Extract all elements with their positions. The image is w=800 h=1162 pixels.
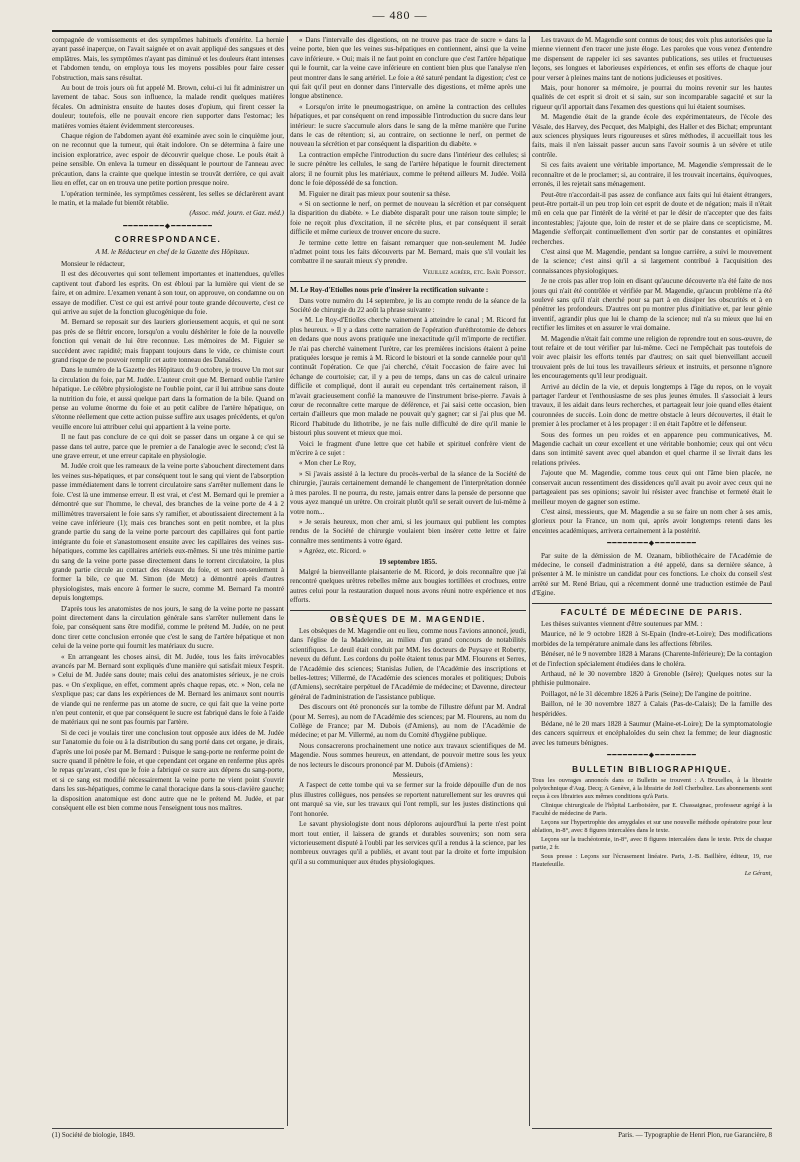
paragraph: Des discours ont été prononcés sur la tombe de l'illustre défunt par M. Andral (pour M. Serres), au nom de l'Académie des sciences; par M. Flourens, au nom du Collège de France; par M. Dubois (d'Amiens), au nom de l'Académie de médecine; et par M. Villermé, au nom du Comité d'hygiène publique. [290,703,526,740]
paragraph: M. Judée croit que les rameaux de la veine porte s'abouchent directement dans les veines sus-hépatiques, et par conséquent tout le sang qui vient de l'absorption passe immédiatement dans le torrent circulatoire sans s'arrêter nullement dans le foie. C'est là une immense erreur. Il est vrai, et c'est M. Bernard qui le premier a démontré que sur l'homme, le cheval, des branches de la veine porte de 4 à 2 millimètres traversaient le foie sans s'y ramifier, et aboutissaient directement à la veine cave inférieure (1); mais ces branches sont en petit nombre, et la plus grande partie du sang de la veine porte parcourt des capillaires qui font partie intégrante du foie et s'anastomosent ensuite avec les capillaires des veines sus-hépatiques, comme les capillaires artériels eux-mêmes. Si une très minime partie du sang de la veine porte passe directement dans le torrent circulatoire, la plus grande partie circule au contact des réseaux du foie, et sert non-seulement à former la bile, ce que M. Simon (de Metz) a démontré après d'autres physiologistes, mais encore à former le sucre, comme M. Bernard l'a montré depuis longtemps. [52,462,284,603]
footnote: (1) Société de biologie, 1849. [52,1128,284,1139]
paragraph: « Si on sectionne le nerf, on permet de nouveau la sécrétion et par conséquent la disparition du diabète. » Le diabète disparaît pour une raison toute simple; le foie ne reçoit plus d'excitation, il ne sécrète plus, et par conséquent il serait difficile et même curieux de trouver encore du sucre. [290,199,526,237]
paragraph: Malgré la bienveillante plaisanterie de M. Ricord, je dois reconnaître que j'ai rencontré quelques urètres rebelles même aux bougies tortillées et crochues, entre autres celui pour la restauration duquel nous avons réuni notre expérience et nos efforts. [290,567,526,605]
paragraph: Si de ceci je voulais tirer une conclusion tout opposée aux idées de M. Judée sur l'anatomie du foie ou à la distribution du sang porté dans cet organe, je dirais, d'après une loi posée par M. Bernard : Puisque le sang-porte ne renferme point de sucre quand il pénètre le foie, et que cependant cet organe en renferme plus après le repas qu'avant, c'est que le foie a fabriqué ce sucre aux dépens du sang-porte, et si ce sang est modifié nécessairement la veine porte ne vient point s'ouvrir dans les sus-hépatiques, comme le canal thoracique dans la sous-clavière gauche; la disposition anatomique est donc autre que ne le prétend M. Judée, et par conséquent elle est bien comme nous l'enseignent tous nos maîtres. [52,728,284,813]
speech-salutation: Messieurs, [392,771,424,780]
paragraph: Par suite de la démission de M. Ozanam, bibliothécaire de l'Académie de médecine, le conseil d'administration a été appelé, dans sa dernière séance, à présenter à M. le ministre un candidat pour ces fonctions. Le choix du conseil s'est arrêté sur M. René Briau, qui a récemment donné une traduction estimée de Paul d'Egine. [532,551,772,598]
bulletin-entry: Leçons sur la trachéotomie, in-8°, avec 8 figures intercalées dans le texte. Prix de chaque partie, 2 fr. [532,836,772,852]
paragraph: Peut-être n'accordait-il pas assez de confiance aux faits qui lui étaient étrangers, peut-être portait-il un peu trop loin cet esprit de doute et de négation; mais il n'était mû en cela que par l'intérêt de la vérité et par le désir de n'accepter que des faits incontestables; j'ajoute que, loin de rester et de se plaire dans ce scepticisme, M. Magendie s'efforçait continuellement d'en sortir par de constantes et opiniâtres recherches. [532,190,772,246]
paragraph: « Lorsqu'on irrite le pneumogastrique, on amène la contraction des cellules hépatiques, et par conséquent on rend impossible l'introduction du sucre dans leur intérieur: le sucre s'accumule alors dans le sang de la même manière que l'urine dans le cas de rétention; si, au contraire, on sectionne le nerf, on permet de nouveau la sécrétion et par conséquent la disparition du diabète. » [290,102,526,149]
paragraph: compagnée de vomissements et des symptômes habituels d'entérite. La hernie ayant passé inaperçue, on l'avait saignée et on avait appliqué des sangsues et des emplâtres. Mais, les symptômes n'ayant pas diminué et les douleurs étant intenses et l'abdomen tendu, on employa tous les moyens possibles pour faire cesser l'obstruction, mais sans résultat. [52,36,284,82]
divider [532,603,772,604]
paragraph: « M. Le Roy-d'Etiolles cherche vainement à atteindre le canal ; M. Ricord fut plus heureux. » Il y a dans cette narration de l'opération d'uréthrotomie de dehors en dedans que nous avons pratiquée une inexactitude qu'il m'importe de rectifier. Je n'ai pas cherché vainement l'urètre, car les premières incisions étaient à peine pratiquées lorsque je remis à M. Ricord le bistouri et la sonde cannelée pour qu'il continuât l'opération. Ce que j'ai cherché, c'était l'occasion de faire avec lui échange de courtoisie; car, il y a peu de temps, dans un cas de calcul urinaire difficile et compliqué, dont il aurait eu cependant très certainement raison, il m'avait gracieusement confié la manœuvre de l'instrument brise-pierre. J'avais à cœur de reconnaître cette marque de déférence, et j'ai saisi cette occasion, bien certain d'ailleurs que mon malade ne pouvait qu'y gagner; car si j'ai plus que M. Ricord l'habitude du lithotribe, je ne fais nulle difficulté de dire qu'il manie le bistouri plus souvent et mieux que moi. [290,316,526,438]
paragraph: J'ajoute que M. Magendie, comme tous ceux qui ont l'âme bien placée, ne conservait aucun ressentiment des dissidences qu'il avait pu avoir avec ceux qui ne partageaient pas ses opinions; savoir lui résister avec franchise et fermeté était le meilleur moyen de gagner son estime. [532,469,772,506]
ornament-divider: ━━━━━━━━◆━━━━━━━━ [607,751,697,760]
salutation: Monsieur le rédacteur, [61,259,125,268]
paragraph: Je termine cette lettre en faisant remarquer que non-seulement M. Judée n'admet point tous les faits découverts par M. Bernard, mais que s'il voulait les combattre il ne saurait mieux s'y prendre. [290,238,526,266]
paragraph: Je ne crois pas aller trop loin en disant qu'aucune découverte n'a été faite de nos jours qui n'ait été contrôlée et vérifiée par M. Magendie, qu'aucun problème n'a été soulevé sans qu'il n'ait cherché pour sa part à en dissiper les obscurités et à en pénétrer les profondeurs. D'autres ont pu montrer plus d'initiative et, par leur génie inventif, agrandir plus que lui le champ de la science; nul n'a su mieux que lui en rectifier les limites et en assurer le vrai domaine. [532,277,772,333]
paragraph: Si ces faits avaient une véritable importance, M. Magendie s'empressait de le reconnaître et de le proclamer; si, au contraire, il les trouvait incertains, équivoques, erronés, il les rejetait sans ménagement. [532,161,772,189]
paragraph: La contraction empêche l'introduction du sucre dans l'intérieur des cellules; si le sucre pénètre les cellules, le sang de l'artère hépatique le fournit directement alors; il ne fournit plus les matériaux, comme le prétend ailleurs M. Judée. Voilà donc le foie dépossédé de sa fonction. [290,150,526,188]
paragraph: Sous des formes un peu roides et en apparence peu communicatives, M. Magendie cachait un cœur excellent et une véritable bonhomie; ceux qui ont vécu dans son intimité savent avec quel abandon et quel charme il se livrait dans les relations privées. [532,430,772,467]
section-title-faculte: FACULTÉ DE MÉDECINE DE PARIS. [560,607,744,617]
top-rule [52,30,772,32]
paragraph: M. Magendie n'était fait comme une religion de reprendre tout en sous-œuvre, de tout refaire et de tout vérifier par lui-même. Ceci ne l'empêchait pas toutefois de voir avec plaisir les efforts tentés par d'autres; on sait quel bienveillant accueil trouvaient près de lui tous les travailleurs sérieux et instruits, et personne n'ignore les encouragements qu'il leur prodiguait. [532,334,772,381]
thesis-entry: Baillon, né le 30 novembre 1827 à Calais (Pas-de-Calais); De la famille des hespéridées. [532,700,772,718]
paragraph: L'opération terminée, les symptômes cessèrent, les selles se déclarèrent avant le matin, et la malade fut bientôt rétablie. [52,189,284,207]
bulletin-entry: Leçons sur l'hypertrophie des amygdales et sur une nouvelle méthode opératoire pour leur ablation, in-8°, avec 8 figures intercalées dans le texte. [532,819,772,835]
column-divider [287,36,288,1126]
paragraph: D'après tous les anatomistes de nos jours, le sang de la veine porte ne passant point directement dans la circulation générale sans s'arrêter nullement dans le foie, par conséquent sans être modifié, comme le prétend M. Judée, on ne peut donc tirer cette conclusion erronée que c'est le sang de l'artère hépatique et non celui de la veine porte qui fournit les matériaux du sucre. [52,604,284,651]
paragraph: Au bout de trois jours où fut appelé M. Brown, celui-ci lui fit administrer un lavement de tabac. Sous son influence, la malade rendit quelques matières fécales. On administra ensuite de hautes doses d'opium, qui firent cesser la douleur; toutefois, elle ne pouvait encore rien supporter dans l'estomac; les matières vomies étaient évidemment stercoreuses. [52,84,284,130]
paragraph: Voici le fragment d'une lettre que cet habile et spirituel confrère vient de m'écrire à ce sujet : [290,439,526,458]
thesis-entry: Maurice, né le 9 octobre 1828 à St-Epain (Indre-et-Loire); Des modifications morbides de la température animale dans les affections fébriles. [532,630,772,648]
thesis-entry: Poillagot, né le 31 décembre 1826 à Paris (Seine); De l'angine de poitrine. [541,689,752,698]
paragraph: A l'aspect de cette tombe qui va se fermer sur la froide dépouille d'un de nos plus illustres collègues, nos pensées se reportent naturellement sur les œuvres qui ont marqué sa vie, sur les travaux qui l'ont rempli, sur les justes distinctions qui l'ont honorée. [290,781,526,818]
paragraph: Les thèses suivantes viennent d'être soutenues par MM. : [541,619,703,628]
thesis-entry: Bédane, né le 20 mars 1828 à Saumur (Maine-et-Loire); De la symptomatologie des cancers squirreux et encéphaloïdes du sein chez la femme; de leur diagnostic avec les tumeurs bénignes. [532,720,772,747]
paragraph: Arrivé au déclin de la vie, et depuis longtemps à l'âge du repos, on le voyait partager l'ardeur et l'enthousiasme de ses plus jeunes émules. Il s'associait à leurs travaux, il les aidait dans leurs recherches, et partageait leur joie quand elles étaient couronnées de succès. Loin donc de mettre obstacle à leurs découvertes, il était le premier à les proclamer et à les propager : il en était l'apôtre et le défenseur. [532,382,772,429]
paragraph: Le savant physiologiste dont nous déplorons aujourd'hui la perte n'est point mort tout entier, il laissera de grands et durables souvenirs; son nom sera victorieusement disputé à l'oubli par les services qu'il a rendus à la science, par les nombreux ouvrages qu'il a publiés, et avant tout par la droite et forte impulsion qu'il a su communiquer aux études physiologiques. [290,820,526,866]
paragraph: » Si j'avais assisté à la lecture du procès-verbal de la séance de la Société de chirurgie, j'aurais certainement demandé le changement de l'interprétation donnée à mes paroles. Il ne pourra, du reste, jamais entrer dans la pensée de personne que vous ayez manqué un urètre. On croirait plutôt qu'il se serait ouvert de lui-même à votre nom... [290,469,526,516]
paragraph: Dans le numéro de la Gazette des Hôpitaux du 9 octobre, je trouve Un mot sur la circulation du foie, par M. Judée. L'auteur croit que M. Bernard oublie l'artère hépatique. Le célèbre physiologiste ne l'oublie point, car il lui attribue sans doute la nutrition du foie, et aussi quelque part dans la formation de la bile. Quand on pense au volume énorme du foie et au petit calibre de l'artère hépatique, on s'étonne réellement que cette action puisse suffire aux usages précédents, et qu'on veuille encore lui attribuer celui qui appartient à la veine porte. [52,366,284,431]
column-divider [529,36,530,1126]
printer-imprint: Paris. — Typographie de Henri Plon, rue Garancière, 8 [532,1128,772,1139]
bulletin-entry: Clinique chirurgicale de l'hôpital Lariboisière, par E. Chassaignac, professeur agrégé à la Faculté de médecine de Paris. [532,802,772,818]
column-3 [532,36,772,1126]
paragraph: Chaque région de l'abdomen ayant été examinée avec soin le cinquième jour, on ne reconnut que la tumeur, qui était indolore. On se détermina à faire une incision exploratrice, avec espoir de découvrir quelque chose. Le pouls était à peine sensible. On enleva la tumeur en disséquant le pourtour de l'anneau avec précaution, dans la crainte que quelque intestin se trouvât derrière, ce qui avait lieu en effet, car on en trouva une petite portion presque noire. [52,132,284,188]
paragraph: « Dans l'intervalle des digestions, on ne trouve pas trace de sucre » dans la veine porte, bien que les veines sus-hépatiques en contiennent, ainsi que la veine cave inférieure. » Oui; mais il ne faut point en conclure que c'est l'artère hépatique qui le fournit, car la veine cave inférieure en contient bien plus que l'analyse n'en peut montrer dans le sang artériel. Le foie a été saturé pendant la digestion; c'est ce qui fait qu'il peut en donner dans l'intervalle des digestions, et même après une longue abstinence. [290,36,526,101]
bulletin-note: Tous les ouvrages annoncés dans ce Bulletin se trouvent : A Bruxelles, à la librairie polytechnique d'Aug. Decq; A Genève, à la librairie de Joël Cherbuliez. Les abonnements sont reçus à ces librairies aux mêmes conditions qu'à Paris. [532,777,772,801]
section-title-bulletin: BULLETIN BIBLIOGRAPHIQUE. [572,764,732,774]
paragraph: Dans votre numéro du 14 septembre, je lis au compte rendu de la séance de la Société de chirurgie du 22 août la phrase suivante : [290,296,526,314]
paragraph: C'est ainsi, messieurs, que M. Magendie a su se faire un nom cher à ses amis, glorieux pour la France, un nom qui, après avoir longtemps retenti dans les enceintes académiques, arrivera certainement à la postérité. [532,507,772,535]
paragraph: « En arrangeant les choses ainsi, dit M. Judée, tous les faits irrévocables avancés par M. Bernard sont expliqués d'une manière qui satisfait mieux l'esprit. » Celui de M. Judée sans doute; mais celui des anatomistes sérieux, je ne crois pas. « On s'explique, en effet, comment après chaque repas, etc. » Non, cela ne s'explique pas; car dans les expériences de M. Bernard les animaux sont nourris de viande qui ne renferme pas un atome de sucre, ce qui fait que la veine porte n'en peut contenir, et que par conséquent le sucre est fabriqué dans le foie à l'aide de matériaux qui ne sont pas fournis par l'artère. [52,652,284,727]
paragraph: » Agréez, etc. Ricord. » [299,547,367,556]
paragraph: Il est des découvertes qui sont tellement importantes et inattendues, qu'elles captivent tout d'abord les esprits. On est ébloui par la lumière qui vient de se faire, et on admire. L'examen venant à son tour, on approuve, on condamne ou on essaye de modifier. C'est ce qui est arrivé pour toute grande découverte, c'est ce qui arrive au sujet de la fonction glucogénique du foie. [52,270,284,316]
section-subtitle: A M. le Rédacteur en chef de la Gazette des Hôpitaux. [95,247,250,256]
paragraph: Les travaux de M. Magendie sont connus de tous; des voix plus autorisées que la mienne viennent d'en tracer une juste éloge. Les paroles que vous venez d'entendre me dispensent de rappeler ici ses savantes publications, ses utiles et fructueuses leçons, ses longues et laborieuses expériences, et enfin ses efforts de chaque jour pour verser à pleines mains tant de notions judicieuses et positives. [532,36,772,82]
column-1 [52,36,284,1126]
section-title-obseques: OBSÈQUES DE M. MAGENDIE. [329,614,487,624]
paragraph: Nous consacrerons prochainement une notice aux travaux scientifiques de M. Magendie. Nous sommes heureux, en attendant, de pouvoir mettre sous les yeux de nos lecteurs le discours prononcé par M. Dubois (d'Amiens) : [290,741,526,769]
signature: Veuillez agréer, etc. Isaïe Poinsot. [422,267,526,276]
paragraph: M. Magendie était de la grande école des expérimentateurs, de l'école des Vésale, des Harvey, des Pecquet, des Malpighi, des Haller et des Bichat; empruntant aux sciences physiques leurs rigoureuses et sûres méthodes, il accueillait tous les faits, mais il n'en laissait passer aucun sans l'avoir soumis à un sévère et utile contrôle. [532,113,772,159]
column-2 [290,36,526,1126]
ornament-divider: ━━━━━━━━◆━━━━━━━━ [607,539,697,548]
section-title-correspondance: CORRESPONDANCE. [114,235,222,245]
page-number: — 480 — [372,8,428,22]
paragraph: « Mon cher Le Roy, [299,459,356,468]
thesis-entry: Bénéser, né le 9 novembre 1828 à Marans (Charente-Inférieure); De la contagion et de l'infection spécialement étudiées dans le choléra. [532,650,772,668]
manager-signature: Le Gérant, [744,870,772,878]
paragraph: M. Bernard se reposait sur des lauriers glorieusement acquis, et qui ne sont pas près de se flétrir encore, lorsqu'on a voulu déshériter le foie de la nouvelle fonction qui venait de lui être reconnue. Les mémoires de M. Figuier se succèdent avec rapidité; mais frappant toujours dans le vide, ce chimiste court grand risque de ne pouvoir remplir cet autre tonneau des Danaïdes. [52,318,284,364]
paragraph: C'est ainsi que M. Magendie, pendant sa longue carrière, a suivi le mouvement de la science; c'est ainsi qu'il a si largement contribué à l'acquisition des connaissances physiologiques. [532,247,772,275]
divider [290,281,526,282]
paragraph: » Je serais heureux, mon cher ami, si les journaux qui publient les comptes rendus de la Société de chirurgie voulaient bien insérer cette lettre et faire connaître mes sentiments à votre égard. [290,517,526,545]
paragraph: M. Figuier ne dirait pas mieux pour soutenir sa thèse. [299,189,451,198]
bulletin-entry: Sous presse : Leçons sur l'écrasement linéaire. Paris, J.-B. Baillière, éditeur, 19, rue Hautefeuille. [532,853,772,869]
paragraph: Il ne faut pas conclure de ce qui doit se passer dans un organe à ce qui se passe dans tel autre, parce que le premier a de l'analogie avec le second; c'est là une grave erreur, et une erreur capitale en physiologie. [52,433,284,461]
letter-date: 19 septembre 1855. [379,557,437,566]
bulletin-list [532,777,772,878]
source-citation: (Assoc. méd. journ. et Gaz. méd.) [189,209,284,218]
article-title: M. Le Roy-d'Etiolles nous prie d'insérer la rectification suivante : [290,286,489,295]
paragraph: Mais, pour honorer sa mémoire, je pourrai du moins revenir sur les hautes qualités de cet esprit si droit et si sain, sur son incomparable sagacité et sur la rigueur qu'il apportait dans l'examen des questions qui lui étaient soumises. [532,84,772,111]
divider [290,610,526,611]
paragraph: Les obsèques de M. Magendie ont eu lieu, comme nous l'avions annoncé, jeudi, dans l'église de la Madeleine, au milieu d'un grand concours de notabilités scientifiques. Le deuil était conduit par MM. les docteurs de Puysaye et Roberty, neveux du défunt. Les cordons du poêle étaient tenus par MM. Flourens et Serres, de l'Académie des sciences; Stanislas Julien, de l'Académie des inscriptions et belles-lettres; Villermé, de l'Académie des sciences morales et politiques; Dubois (d'Amiens), secrétaire perpétuel de l'Académie de médecine; et Davenne, directeur général de l'administration de l'assistance publique. [290,626,526,701]
thesis-entry: Arthaud, né le 30 novembre 1820 à Grenoble (Isère); Quelques notes sur la phthisie pulmonaire. [532,670,772,688]
ornament-divider: ━━━━━━━━◆━━━━━━━━ [123,221,213,230]
